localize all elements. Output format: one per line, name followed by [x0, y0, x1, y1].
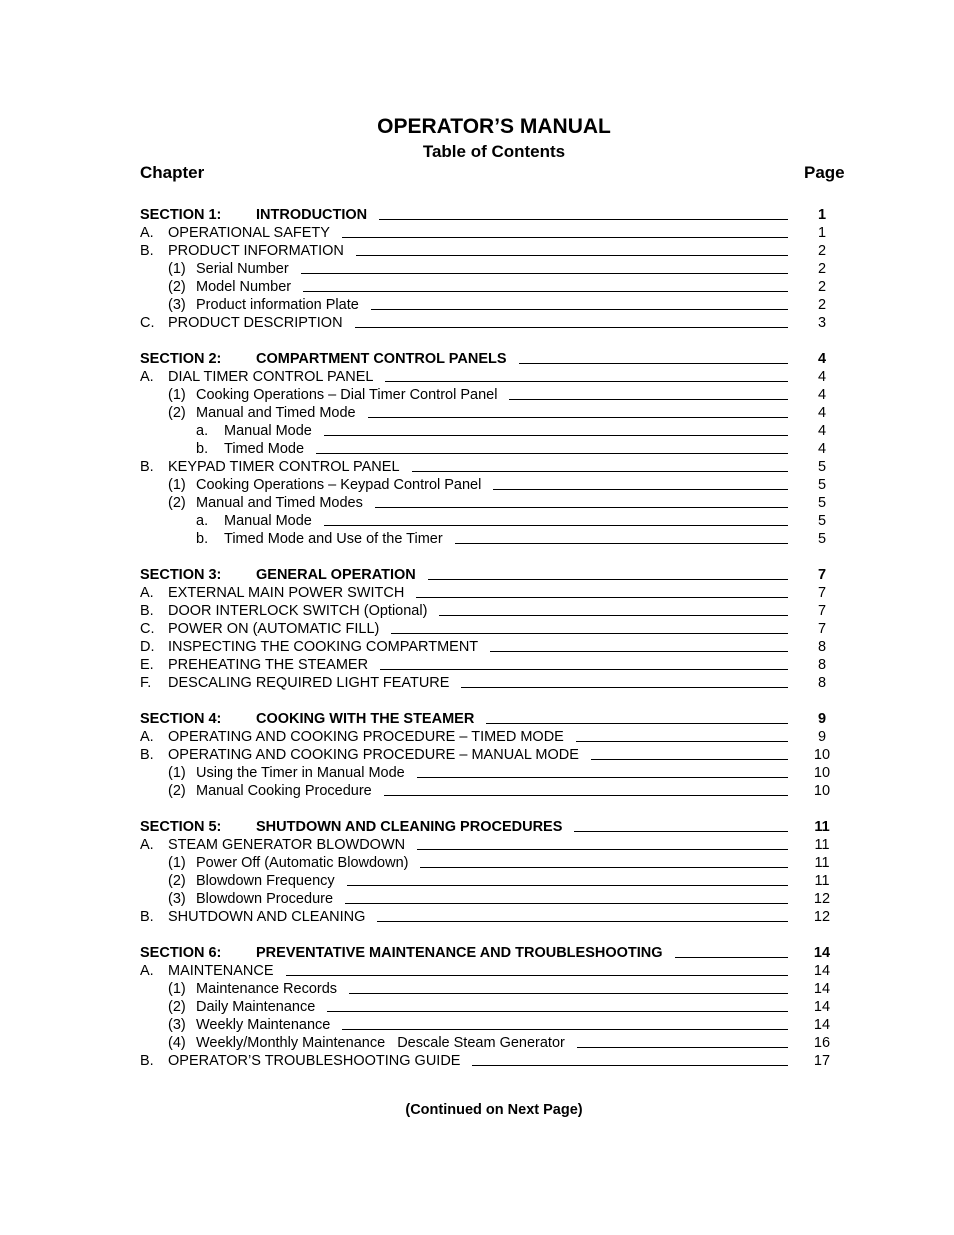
toc-section-row[interactable] [140, 710, 840, 728]
toc-entry-row[interactable] [140, 836, 840, 854]
toc-entry-row[interactable] [140, 980, 840, 998]
toc-leader-line [356, 255, 788, 256]
toc-entry-title: Timed Mode and Use of the Timer [224, 531, 443, 547]
toc-entry-row[interactable] [140, 602, 840, 620]
continued-note: (Continued on Next Page) [405, 1102, 583, 1118]
toc-entry-label [168, 1016, 330, 1034]
toc-section-row[interactable] [140, 206, 840, 224]
toc-entry-row[interactable] [140, 872, 840, 890]
toc-entry-title: DESCALING REQUIRED LIGHT FEATURE [168, 675, 450, 691]
toc-entry-marker: A. [140, 837, 154, 853]
toc-entry-title: Maintenance Records [196, 981, 338, 997]
toc-entry-title: EXTERNAL MAIN POWER SWITCH [168, 585, 405, 601]
toc-page-number: 16 [813, 1035, 831, 1051]
toc-entry-marker: C. [140, 315, 155, 331]
toc-entry-marker: A. [140, 225, 154, 241]
toc-page-number: 5 [817, 495, 827, 511]
toc-entry-label [140, 602, 427, 620]
toc-entry-marker: A. [140, 369, 154, 385]
toc-page-number: 9 [817, 729, 827, 745]
toc-page-number: 11 [814, 837, 830, 853]
toc-entry-label [168, 494, 363, 512]
toc-page-number: 2 [817, 261, 827, 277]
toc-entry-label [140, 350, 507, 368]
toc-entry-title: Power Off (Automatic Blowdown) [196, 855, 409, 871]
toc-entry-marker: (1) [168, 477, 186, 493]
toc-entry-title: PRODUCT INFORMATION [168, 243, 344, 259]
toc-entry-title: COOKING WITH THE STEAMER [256, 711, 475, 727]
toc-page-number: 10 [813, 765, 831, 781]
toc-entry-label [140, 818, 562, 836]
toc-page-number: 8 [817, 675, 827, 691]
toc-leader-line [375, 507, 788, 508]
toc-leader-line [420, 867, 788, 868]
toc-entry-label [140, 458, 400, 476]
toc-leader-line [345, 903, 788, 904]
toc-entry-marker: (4) [168, 1035, 186, 1051]
toc-entry-row[interactable] [140, 494, 840, 512]
toc-entry-marker: (1) [168, 387, 186, 403]
toc-entry-title: Cooking Operations – Dial Timer Control Panel [196, 387, 498, 403]
toc-entry-label [168, 386, 497, 404]
toc-leader-line [324, 435, 788, 436]
toc-entry-marker: (1) [168, 981, 186, 997]
toc-entry-title: Serial Number [196, 261, 289, 277]
toc-entry-row[interactable] [140, 296, 840, 314]
toc-page-number: 10 [813, 783, 831, 799]
toc-leader-line [577, 1047, 788, 1048]
toc-leader-line [490, 651, 788, 652]
toc-entry-marker: (2) [168, 873, 186, 889]
toc-entry-marker: SECTION 3: [140, 567, 222, 583]
toc-entry-row[interactable] [140, 386, 840, 404]
toc-entry-label [140, 908, 365, 926]
toc-entry-row[interactable] [140, 890, 840, 908]
toc-entry-title: OPERATIONAL SAFETY [168, 225, 330, 241]
toc-entry-label [140, 836, 405, 854]
toc-entry-row[interactable] [140, 908, 840, 926]
toc-leader-line [428, 579, 788, 580]
toc-entry-row[interactable] [140, 530, 840, 548]
toc-entry-label [140, 242, 344, 260]
toc-entry-label [140, 962, 274, 980]
toc-entry-row[interactable] [140, 368, 840, 386]
toc-leader-line [574, 831, 788, 832]
toc-entry-title: Manual Mode [224, 423, 312, 439]
toc-entry-title: PREVENTATIVE MAINTENANCE AND TROUBLESHOOTING [256, 945, 663, 961]
toc-page-number: 3 [817, 315, 827, 331]
toc-entry-title: Manual and Timed Mode [196, 405, 356, 421]
toc-entry-label [168, 998, 315, 1016]
toc-leader-line [417, 849, 788, 850]
toc-entry-title: Daily Maintenance [196, 999, 316, 1015]
toc-section-row[interactable] [140, 566, 840, 584]
toc-leader-line [455, 543, 788, 544]
toc-leader-line [493, 489, 788, 490]
toc-entry-title: MAINTENANCE [168, 963, 274, 979]
toc-entry-label [140, 1052, 460, 1070]
toc-entry-row[interactable] [140, 314, 840, 332]
toc-page-number: 7 [817, 621, 827, 637]
toc-entry-row[interactable] [140, 674, 840, 692]
toc-leader-line [509, 399, 788, 400]
toc-entry-marker: B. [140, 243, 154, 259]
toc-entry-title: COMPARTMENT CONTROL PANELS [256, 351, 507, 367]
toc-page-number: 14 [813, 945, 831, 961]
toc-entry-label [168, 296, 359, 314]
toc-section-row[interactable] [140, 944, 840, 962]
toc-leader-line [377, 921, 788, 922]
toc-leader-line [380, 669, 788, 670]
toc-leader-line [379, 219, 788, 220]
toc-entry-label [168, 854, 408, 872]
page-subtitle: Table of Contents [422, 142, 566, 161]
toc-page-number: 14 [813, 963, 831, 979]
toc-leader-line [439, 615, 788, 616]
toc-entry-title: Manual and Timed Modes [196, 495, 363, 511]
toc-leader-line [486, 723, 788, 724]
toc-entry-label [140, 656, 368, 674]
toc-entry-marker: a. [196, 423, 209, 439]
toc-leader-line [301, 273, 788, 274]
toc-entry-title: DIAL TIMER CONTROL PANEL [168, 369, 374, 385]
toc-entry-title: INSPECTING THE COOKING COMPARTMENT [168, 639, 479, 655]
toc-page-number: 4 [817, 441, 827, 457]
toc-entry-title: POWER ON (AUTOMATIC FILL) [168, 621, 380, 637]
toc-page-number: 4 [817, 369, 827, 385]
toc-page-number: 5 [817, 531, 827, 547]
toc-entry-title: DOOR INTERLOCK SWITCH (Optional) [168, 603, 428, 619]
toc-entry-marker: (2) [168, 783, 186, 799]
toc-entry-label [168, 260, 289, 278]
toc-entry-marker: SECTION 1: [140, 207, 222, 223]
toc-entry-marker: B. [140, 909, 154, 925]
toc-entry-label [168, 872, 335, 890]
toc-leader-line [324, 525, 788, 526]
toc-page-number: 12 [813, 891, 831, 907]
toc-entry-label [140, 746, 579, 764]
chapter-column-header: Chapter [140, 163, 205, 182]
toc-entry-label [168, 278, 291, 296]
toc-entry-row[interactable] [140, 458, 840, 476]
toc-leader-line [412, 471, 788, 472]
toc-entry-marker: D. [140, 639, 155, 655]
toc-entry-row[interactable] [140, 746, 840, 764]
toc-entry-row[interactable] [140, 764, 840, 782]
toc-entry-row[interactable] [140, 656, 840, 674]
toc-entry-marker: SECTION 6: [140, 945, 222, 961]
toc-page-number: 2 [817, 279, 827, 295]
toc-entry-marker: (1) [168, 765, 186, 781]
toc-page-number: 4 [817, 405, 827, 421]
toc-entry-title: Manual Mode [224, 513, 312, 529]
toc-entry-title: Timed Mode [224, 441, 305, 457]
toc-page-number: 4 [817, 423, 827, 439]
toc-entry-title: Weekly Maintenance [196, 1017, 331, 1033]
toc-entry-label [140, 224, 330, 242]
toc-entry-marker: B. [140, 1053, 154, 1069]
toc-leader-line [355, 327, 788, 328]
toc-entry-marker: b. [196, 441, 209, 457]
toc-page-number: 14 [813, 981, 831, 997]
toc-entry-title: OPERATING AND COOKING PROCEDURE – TIMED MODE [168, 729, 564, 745]
toc-entry-row[interactable] [140, 278, 840, 296]
toc-section-row[interactable] [140, 818, 840, 836]
toc-page-number: 11 [814, 873, 830, 889]
toc-page-number: 5 [817, 477, 827, 493]
toc-entry-label [140, 566, 416, 584]
toc-entry-marker: (2) [168, 405, 186, 421]
toc-page-number: 17 [813, 1053, 831, 1069]
toc-entry-row[interactable] [140, 404, 840, 422]
toc-entry-row[interactable] [140, 620, 840, 638]
toc-entry-row[interactable] [140, 440, 840, 458]
toc-entry-label [168, 764, 405, 782]
toc-entry-marker: b. [196, 531, 209, 547]
toc-entry-row[interactable] [140, 998, 840, 1016]
toc-entry-label [140, 620, 379, 638]
toc-entry-marker: (3) [168, 1017, 186, 1033]
toc-page-number: 2 [817, 297, 827, 313]
toc-page-number: 8 [817, 657, 827, 673]
toc-entry-marker: B. [140, 459, 154, 475]
page-column-header: Page [804, 163, 845, 182]
toc-entry-label [196, 530, 443, 548]
toc-entry-label [196, 440, 304, 458]
toc-leader-line [576, 741, 788, 742]
toc-page-number: 10 [813, 747, 831, 763]
toc-entry-row[interactable] [140, 512, 840, 530]
toc-entry-title: INTRODUCTION [256, 207, 368, 223]
toc-entry-label [168, 980, 337, 998]
toc-entry-title: STEAM GENERATOR BLOWDOWN [168, 837, 406, 853]
toc-entry-title: Weekly/Monthly Maintenance Descale Steam Generator [196, 1035, 565, 1051]
toc-entry-title: OPERATOR’S TROUBLESHOOTING GUIDE [168, 1053, 461, 1069]
toc-entry-label [168, 782, 372, 800]
toc-page-number: 12 [813, 909, 831, 925]
toc-entry-marker: a. [196, 513, 209, 529]
toc-entry-marker: B. [140, 747, 154, 763]
toc-leader-line [416, 597, 788, 598]
toc-leader-line [417, 777, 788, 778]
toc-entry-row[interactable] [140, 782, 840, 800]
toc-page-number: 9 [817, 711, 827, 727]
toc-leader-line [519, 363, 788, 364]
toc-entry-title: SHUTDOWN AND CLEANING PROCEDURES [256, 819, 563, 835]
toc-entry-marker: (1) [168, 855, 186, 871]
toc-entry-row[interactable] [140, 854, 840, 872]
toc-entry-row[interactable] [140, 476, 840, 494]
toc-page-number: 4 [817, 387, 827, 403]
toc-page-number: 5 [817, 459, 827, 475]
toc-entry-marker: B. [140, 603, 154, 619]
toc-entry-row[interactable] [140, 728, 840, 746]
toc-leader-line [286, 975, 788, 976]
toc-page-number: 14 [813, 999, 831, 1015]
toc-entry-row[interactable] [140, 962, 840, 980]
toc-page-number: 11 [814, 819, 830, 835]
toc-entry-label [140, 710, 474, 728]
toc-leader-line [342, 1029, 788, 1030]
toc-leader-line [371, 309, 788, 310]
toc-entry-label [140, 728, 564, 746]
toc-entry-title: Blowdown Procedure [196, 891, 334, 907]
toc-leader-line [347, 885, 788, 886]
toc-entry-title: Manual Cooking Procedure [196, 783, 372, 799]
toc-entry-marker: (1) [168, 261, 186, 277]
toc-entry-title: PRODUCT DESCRIPTION [168, 315, 343, 331]
toc-entry-marker: A. [140, 729, 154, 745]
toc-leader-line [675, 957, 788, 958]
toc-page-number: 1 [817, 207, 827, 223]
toc-entry-marker: SECTION 2: [140, 351, 222, 367]
toc-entry-row[interactable] [140, 260, 840, 278]
toc-entry-row[interactable] [140, 224, 840, 242]
toc-entry-title: PREHEATING THE STEAMER [168, 657, 369, 673]
toc-entry-marker: SECTION 4: [140, 711, 222, 727]
toc-leader-line [316, 453, 788, 454]
toc-entry-title: GENERAL OPERATION [256, 567, 416, 583]
toc-entry-marker: C. [140, 621, 155, 637]
toc-leader-line [385, 381, 788, 382]
toc-page-number: 7 [817, 567, 827, 583]
toc-entry-row[interactable] [140, 638, 840, 656]
toc-page-number: 11 [814, 855, 830, 871]
toc-entry-title: Product information Plate [196, 297, 359, 313]
toc-entry-marker: F. [140, 675, 152, 691]
toc-entry-title: Cooking Operations – Keypad Control Panel [196, 477, 482, 493]
toc-page-number: 8 [817, 639, 827, 655]
toc-entry-label [140, 674, 449, 692]
toc-entry-label [196, 422, 312, 440]
toc-entry-label [168, 890, 333, 908]
toc-entry-label [140, 314, 343, 332]
toc-leader-line [342, 237, 788, 238]
page-title: OPERATOR’S MANUAL [377, 115, 611, 138]
toc-leader-line [391, 633, 788, 634]
toc-entry-title: Blowdown Frequency [196, 873, 335, 889]
toc-leader-line [384, 795, 788, 796]
toc-entry-label [140, 638, 478, 656]
toc-page-number: 1 [817, 225, 827, 241]
toc-leader-line [303, 291, 788, 292]
toc-entry-marker: (2) [168, 999, 186, 1015]
toc-entry-marker: A. [140, 585, 154, 601]
toc-page-number: 14 [813, 1017, 831, 1033]
toc-entry-label [168, 1034, 565, 1052]
toc-entry-label [168, 476, 481, 494]
toc-entry-marker: (3) [168, 891, 186, 907]
toc-leader-line [591, 759, 788, 760]
toc-entry-label [140, 206, 367, 224]
toc-entry-row[interactable] [140, 1052, 840, 1070]
toc-entry-title: Using the Timer in Manual Mode [196, 765, 405, 781]
toc-entry-row[interactable] [140, 422, 840, 440]
toc-leader-line [368, 417, 788, 418]
toc-page-number: 7 [817, 603, 827, 619]
toc-leader-line [349, 993, 788, 994]
toc-entry-label [140, 368, 373, 386]
toc-leader-line [472, 1065, 788, 1066]
toc-leader-line [327, 1011, 788, 1012]
toc-entry-marker: (2) [168, 279, 186, 295]
toc-entry-marker: A. [140, 963, 154, 979]
toc-entry-label [196, 512, 312, 530]
toc-entry-row[interactable] [140, 584, 840, 602]
toc-entry-marker: SECTION 5: [140, 819, 222, 835]
toc-entry-title: SHUTDOWN AND CLEANING [168, 909, 366, 925]
toc-entry-marker: (2) [168, 495, 186, 511]
toc-entry-title: OPERATING AND COOKING PROCEDURE – MANUAL MODE [168, 747, 579, 763]
toc-entry-row[interactable] [140, 1034, 840, 1052]
toc-entry-title: Model Number [196, 279, 292, 295]
toc-entry-row[interactable] [140, 242, 840, 260]
toc-leader-line [461, 687, 788, 688]
toc-page-number: 7 [817, 585, 827, 601]
toc-entry-label [140, 584, 404, 602]
toc-entry-marker: (3) [168, 297, 186, 313]
toc-entry-label [168, 404, 356, 422]
toc-page-number: 4 [817, 351, 827, 367]
table-of-contents [140, 206, 840, 1070]
toc-page-number: 2 [817, 243, 827, 259]
toc-entry-row[interactable] [140, 1016, 840, 1034]
toc-page-number: 5 [817, 513, 827, 529]
toc-entry-marker: E. [140, 657, 154, 673]
toc-entry-title: KEYPAD TIMER CONTROL PANEL [168, 459, 400, 475]
toc-section-row[interactable] [140, 350, 840, 368]
toc-entry-label [140, 944, 663, 962]
